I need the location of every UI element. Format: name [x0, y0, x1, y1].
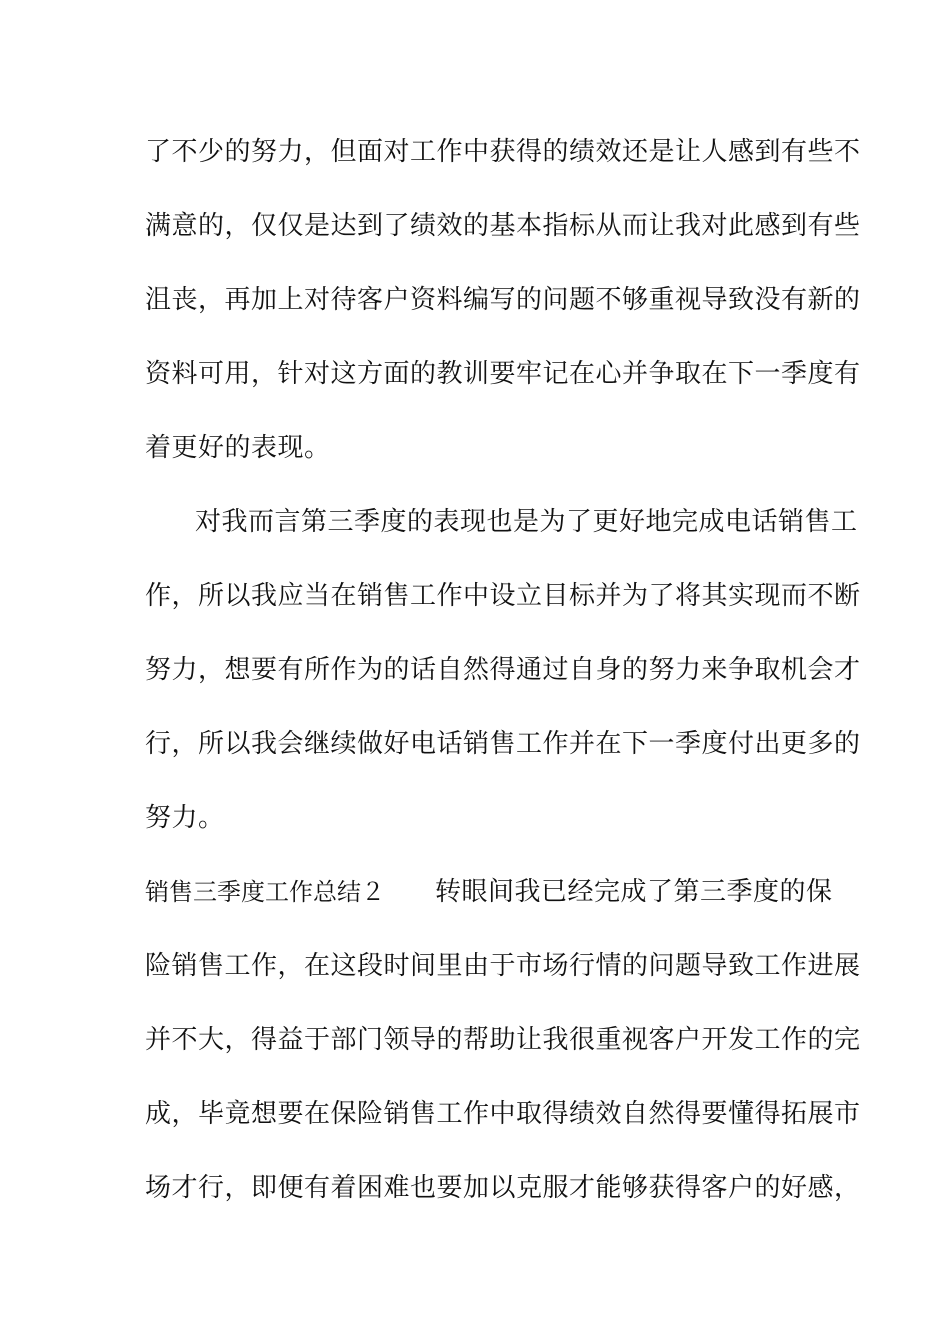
section-heading-line — [145, 876, 833, 908]
paragraph-line: 成，毕竟想要在保险销售工作中取得绩效自然得要懂得拓展市 — [145, 1099, 861, 1129]
paragraph-line: 作，所以我应当在销售工作中设立目标并为了将其实现而不断 — [145, 581, 861, 611]
paragraph-line: 了不少的努力，但面对工作中获得的绩效还是让人感到有些不 — [145, 137, 861, 167]
section-heading: 销售三季度工作总结２ — [145, 878, 385, 906]
paragraph-line: 行，所以我会继续做好电话销售工作并在下一季度付出更多的 — [145, 729, 861, 759]
paragraph-line: 对我而言第三季度的表现也是为了更好地完成电话销售工 — [195, 507, 858, 537]
paragraph-line: 着更好的表现。 — [145, 433, 331, 463]
paragraph-line: 努力。 — [145, 803, 225, 833]
paragraph-line: 努力，想要有所作为的话自然得通过自身的努力来争取机会才 — [145, 655, 861, 685]
paragraph-line: 沮丧，再加上对待客户资料编写的问题不够重视导致没有新的 — [145, 285, 861, 315]
paragraph-line: 险销售工作，在这段时间里由于市场行情的问题导致工作进展 — [145, 951, 861, 981]
paragraph-line: 场才行，即便有着困难也要加以克服才能够获得客户的好感， — [145, 1173, 861, 1203]
paragraph-line: 资料可用，针对这方面的教训要牢记在心并争取在下一季度有 — [145, 359, 861, 389]
paragraph-line: 并不大，得益于部门领导的帮助让我很重视客户开发工作的完 — [145, 1025, 861, 1055]
paragraph-line: 满意的，仅仅是达到了绩效的基本指标从而让我对此感到有些 — [145, 211, 861, 241]
paragraph-line: 转眼间我已经完成了第三季度的保 — [435, 877, 833, 907]
